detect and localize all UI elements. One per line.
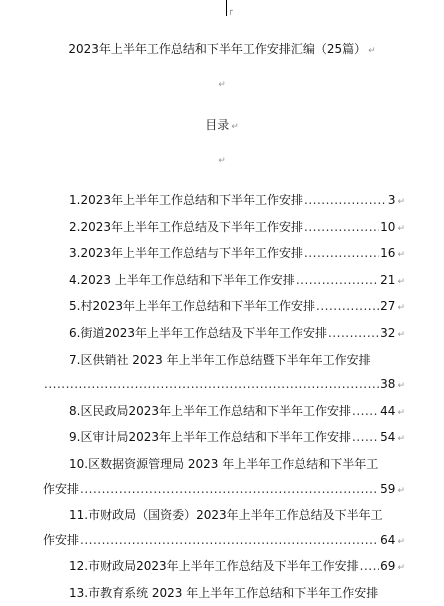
toc-entry-text: 4.2023 上半年工作总结和下半年工作安排 xyxy=(69,272,295,287)
toc-entry-text: 8.区民政局2023年上半年工作总结和下半年工作安排 xyxy=(69,403,351,418)
toc-leader-dots xyxy=(316,294,379,319)
paragraph-mark: ↵ xyxy=(397,485,405,496)
toc-entry[interactable] xyxy=(43,399,405,426)
text-cursor xyxy=(226,0,227,16)
blank-line[interactable] xyxy=(0,156,444,166)
toc-entry-text: 3.2023年上半年工作总结与下半年工作安排 xyxy=(69,246,303,261)
toc-entry-text-continued: 作安排 xyxy=(43,481,80,496)
paragraph-mark: ↵ xyxy=(218,156,226,166)
paragraph-mark: ↵ xyxy=(397,276,405,287)
toc-entry-text: 13.市教育系统 2023 年上半年工作总结和下半年工作安排 xyxy=(69,585,379,600)
toc-entry[interactable] xyxy=(43,294,405,321)
blank-line[interactable] xyxy=(0,80,444,90)
toc-entry-page: 54 xyxy=(380,430,396,445)
paragraph-mark: ↵ xyxy=(397,250,405,261)
toc-entry-text: 12.市财政局2023年上半年工作总结及下半年工作安排 xyxy=(69,559,359,574)
toc-entry-text: 10.区数据资源管理局 2023 年上半年工作总结和下半年工 xyxy=(69,456,379,471)
paragraph-mark: ↵ xyxy=(397,197,405,207)
toc-entry-page: 21 xyxy=(380,272,396,287)
toc-leader-dots xyxy=(80,528,379,553)
paragraph-mark: ↵ xyxy=(397,223,405,234)
document-title-text: 2023年上半年工作总结和下半年工作安排汇编（25篇） xyxy=(68,42,367,56)
paragraph-mark: ↵ xyxy=(397,434,405,445)
toc-entry[interactable] xyxy=(43,452,405,503)
toc-entry[interactable] xyxy=(43,241,405,268)
toc-entry[interactable] xyxy=(43,425,405,452)
toc-entry-page: 3 xyxy=(387,193,396,207)
toc-entry-page: 38 xyxy=(380,377,396,392)
toc-entry[interactable] xyxy=(43,321,405,348)
toc-entry-text: 9.区审计局2023年上半年工作总结和下半年工作安排 xyxy=(69,430,351,445)
paragraph-mark: ↵ xyxy=(368,46,376,56)
toc-entry-page: 27 xyxy=(380,299,396,314)
toc-entry-page: 16 xyxy=(380,246,396,261)
toc-entry-page: 69 xyxy=(380,559,396,574)
toc-entry-page: 59 xyxy=(380,481,396,496)
toc-entry-text: 1.2023年上半年工作总结和下半年工作安排 xyxy=(69,193,303,207)
toc-entry[interactable] xyxy=(43,554,405,581)
toc-entry-page: 10 xyxy=(380,219,396,234)
toc-entry[interactable] xyxy=(43,268,405,295)
toc-entry[interactable] xyxy=(43,215,405,242)
toc-leader-dots xyxy=(352,399,379,424)
toc-heading[interactable] xyxy=(0,116,444,133)
toc-leader-dots xyxy=(296,268,379,293)
toc-entry-page: 44 xyxy=(380,403,396,418)
document-title[interactable] xyxy=(0,40,444,57)
toc-entry-page: 64 xyxy=(380,532,396,547)
toc-leader-dots xyxy=(304,241,379,266)
toc-heading-text: 目录 xyxy=(205,118,230,132)
toc-entry-text: 5.村2023年上半年工作总结和下半年工作安排 xyxy=(69,299,315,314)
toc-entry[interactable] xyxy=(43,188,405,215)
toc-leader-dots xyxy=(328,321,379,346)
toc-entry-text: 7.区供销社 2023 年上半年工作总结暨下半年年工作安排 xyxy=(69,352,371,367)
toc-entry[interactable] xyxy=(43,348,405,399)
paragraph-mark: ↵ xyxy=(231,122,239,132)
toc-entry-text: 6.街道2023年上半年工作总结及下半年工作安排 xyxy=(69,325,327,340)
paragraph-mark: ↵ xyxy=(397,381,405,392)
paragraph-mark: ↵ xyxy=(397,329,405,340)
cursor-mark: ┌ xyxy=(228,6,233,15)
paragraph-mark: ↵ xyxy=(397,536,405,547)
toc-entry-text: 2.2023年上半年工作总结及下半年工作安排 xyxy=(69,219,303,234)
toc-leader-dots xyxy=(80,477,379,502)
toc-leader-dots xyxy=(44,372,379,397)
toc-leader-dots xyxy=(352,425,379,450)
toc-entry-text: 11.市财政局（国资委）2023年上半年工作总结及下半年工 xyxy=(69,508,383,523)
toc-entry-text-continued: 作安排 xyxy=(43,532,80,547)
toc-leader-dots xyxy=(304,188,387,213)
paragraph-mark: ↵ xyxy=(397,303,405,314)
paragraph-mark: ↵ xyxy=(218,80,226,90)
toc-leader-dots xyxy=(360,554,380,579)
toc-entry-page: 32 xyxy=(380,325,396,340)
toc-list xyxy=(43,188,405,606)
toc-leader-dots xyxy=(304,215,379,240)
paragraph-mark: ↵ xyxy=(397,407,405,418)
toc-entry[interactable] xyxy=(43,503,405,554)
paragraph-mark: ↵ xyxy=(397,563,405,574)
toc-entry[interactable] xyxy=(43,581,405,606)
